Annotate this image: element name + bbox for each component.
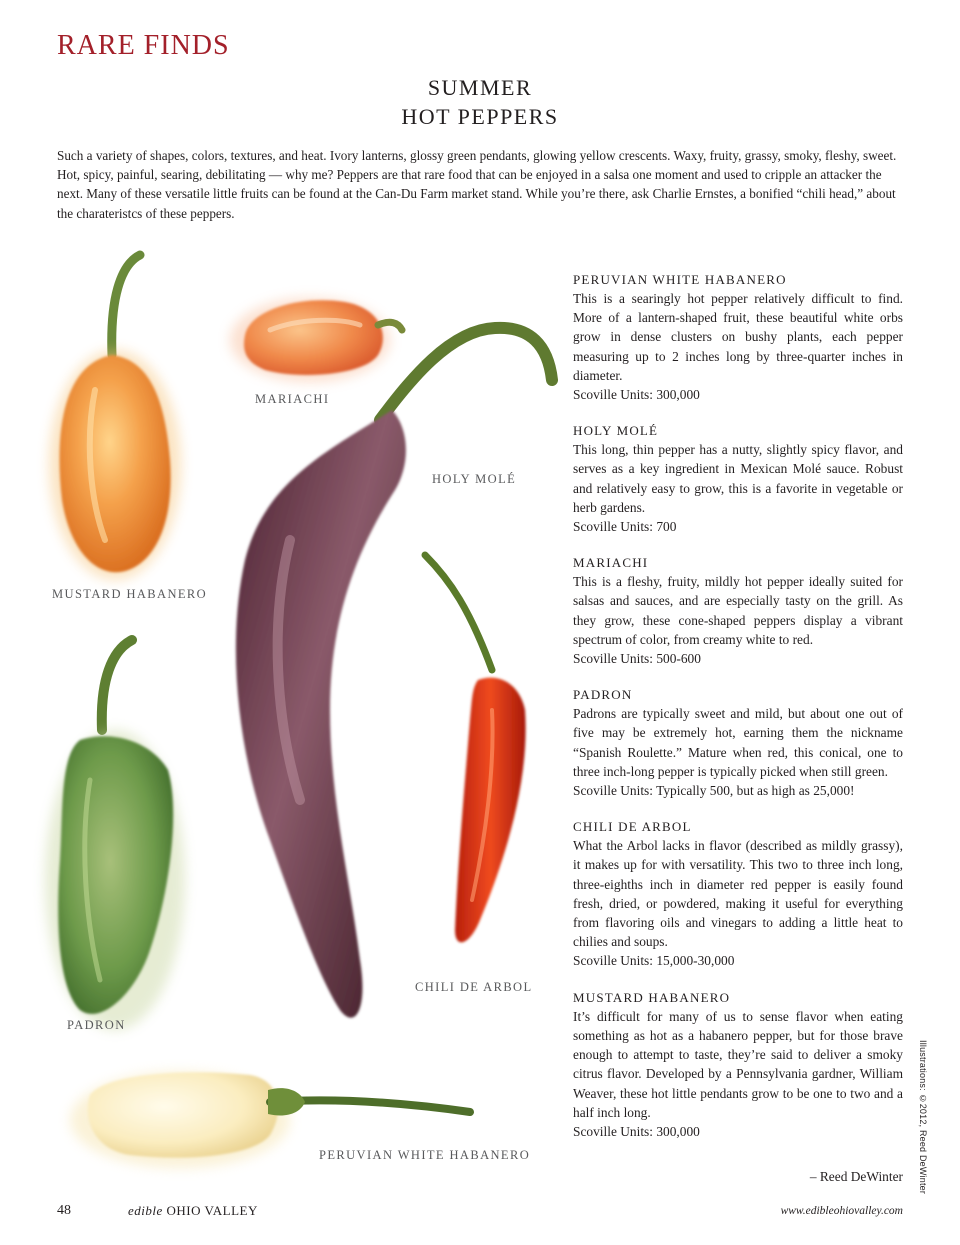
- entry-name: PADRON: [573, 687, 633, 703]
- pepper-descriptions: [573, 270, 903, 1158]
- caption-mariachi: MARIACHI: [255, 392, 330, 406]
- entry-name: MARIACHI: [573, 555, 649, 571]
- section-label: RARE FINDS: [57, 30, 230, 61]
- chili-de-arbol-illustration: [425, 555, 526, 942]
- entry-holy-mole: [573, 421, 903, 536]
- entry-name: HOLY MOLÉ: [573, 423, 659, 439]
- entry-description: What the Arbol lacks in flavor (described as mildly grassy), it makes up for with versatility. This two to three inch long, three-eighths inch in diameter red pepper is easily found fresh, dried, or powdered, making it useful for everything from flavoring oils and vinegars to adding a little heat to chilies and soups.: [573, 838, 903, 950]
- entry-chili-de-arbol: [573, 817, 903, 970]
- mustard-habanero-illustration: [49, 255, 181, 580]
- entry-scoville: Scoville Units: 300,000: [573, 387, 700, 403]
- page-title-line1: SUMMER: [427, 75, 533, 100]
- author-signature: – Reed DeWinter: [809, 1169, 903, 1184]
- entry-scoville: Scoville Units: 300,000: [573, 1123, 700, 1139]
- magazine-edible: edible: [128, 1203, 163, 1218]
- mariachi-illustration: [230, 298, 402, 382]
- pepper-illustrations: [0, 240, 570, 1190]
- caption-holy-mole: HOLY MOLÉ: [432, 472, 517, 486]
- entry-name: MUSTARD HABANERO: [573, 989, 731, 1005]
- entry-name: CHILI DE ARBOL: [573, 819, 692, 835]
- entry-scoville: Scoville Units: 700: [573, 519, 677, 535]
- magazine-name: [128, 1203, 258, 1219]
- entry-mariachi: [573, 553, 903, 668]
- website-link[interactable]: www.edibleohiovalley.com: [780, 1205, 903, 1217]
- entry-scoville: Scoville Units: 500-600: [573, 651, 701, 667]
- entry-mustard-habanero: [573, 988, 903, 1141]
- entry-description: It’s difficult for many of us to sense flavor when eating something as hot as a habanero pepper, but for those brave enough to attempt to taste, they’re said to deliver a smoky citrus flavor. Developed by a Pennsylvania gardner, William Weaver, these hot little pendants grow to be one to two and a half inch long.: [573, 1008, 903, 1120]
- intro-paragraph: Such a variety of shapes, colors, textures, and heat. Ivory lanterns, glossy green pendants, glowing yellow crescents. Waxy, fruity, grassy, smoky, fleshy, sweet. Hot, spicy, painful, searing, debilitating — why me? Peppers are that rare food that can be enjoyed in a salsa one moment and used to cripple an attacker the next. Many of these versatile little fruits can be found at the Can-Du Farm market stand. While you’re there, ask Charlie Ernstes, a bonified “chili head,” about the charateristcs of these peppers.: [57, 148, 897, 221]
- holy-mole-illustration: [236, 328, 552, 1018]
- caption-chili-de-arbol: CHILI DE ARBOL: [415, 980, 533, 994]
- entry-description: This long, thin pepper has a nutty, slightly spicy flavor, and serves as a key ingredient in Mexican Molé sauce. Robust and relatively easy to grow, this is a favorite in vegetable or herb gardens.: [573, 442, 903, 515]
- page-number: 48: [57, 1203, 71, 1218]
- entry-description: This is a searingly hot pepper relatively difficult to find. More of a lantern-shaped fruit, these beautiful white orbs grow in dense clusters on bushy plants, each pepper measuring up to 2 inches long by three-quarter inches in diameter.: [573, 291, 903, 383]
- entry-description: Padrons are typically sweet and mild, but about one out of five may be extremely hot, earning them the nickname “Spanish Roulette.” Mature when red, this conical, one to three inch-long pepper is typically picked when still green.: [573, 706, 903, 779]
- magazine-region: OHIO VALLEY: [166, 1203, 258, 1218]
- entry-scoville: Scoville Units: 15,000-30,000: [573, 953, 735, 969]
- caption-peruvian-white-habanero: PERUVIAN WHITE HABANERO: [319, 1148, 531, 1162]
- illustration-credit: Illustrations: ©2012, Reed DeWinter: [918, 1040, 928, 1195]
- entry-padron: [573, 685, 903, 800]
- entry-name: PERUVIAN WHITE HABANERO: [573, 272, 787, 287]
- entry-description: This is a fleshy, fruity, mildly hot pepper ideally suited for salsas and sauces, and are especially tasty on the grill. As they grow, these cone-shaped peppers display a vibrant spectrum of color, from creamy white to red.: [573, 574, 903, 647]
- entry-scoville: Scoville Units: Typically 500, but as high as 25,000!: [573, 783, 855, 799]
- caption-padron: PADRON: [67, 1018, 126, 1032]
- entry-peruvian-white-habanero: [573, 270, 903, 404]
- caption-mustard-habanero: MUSTARD HABANERO: [52, 587, 208, 601]
- padron-illustration: [45, 640, 185, 1030]
- page-title-line2: HOT PEPPERS: [401, 104, 559, 129]
